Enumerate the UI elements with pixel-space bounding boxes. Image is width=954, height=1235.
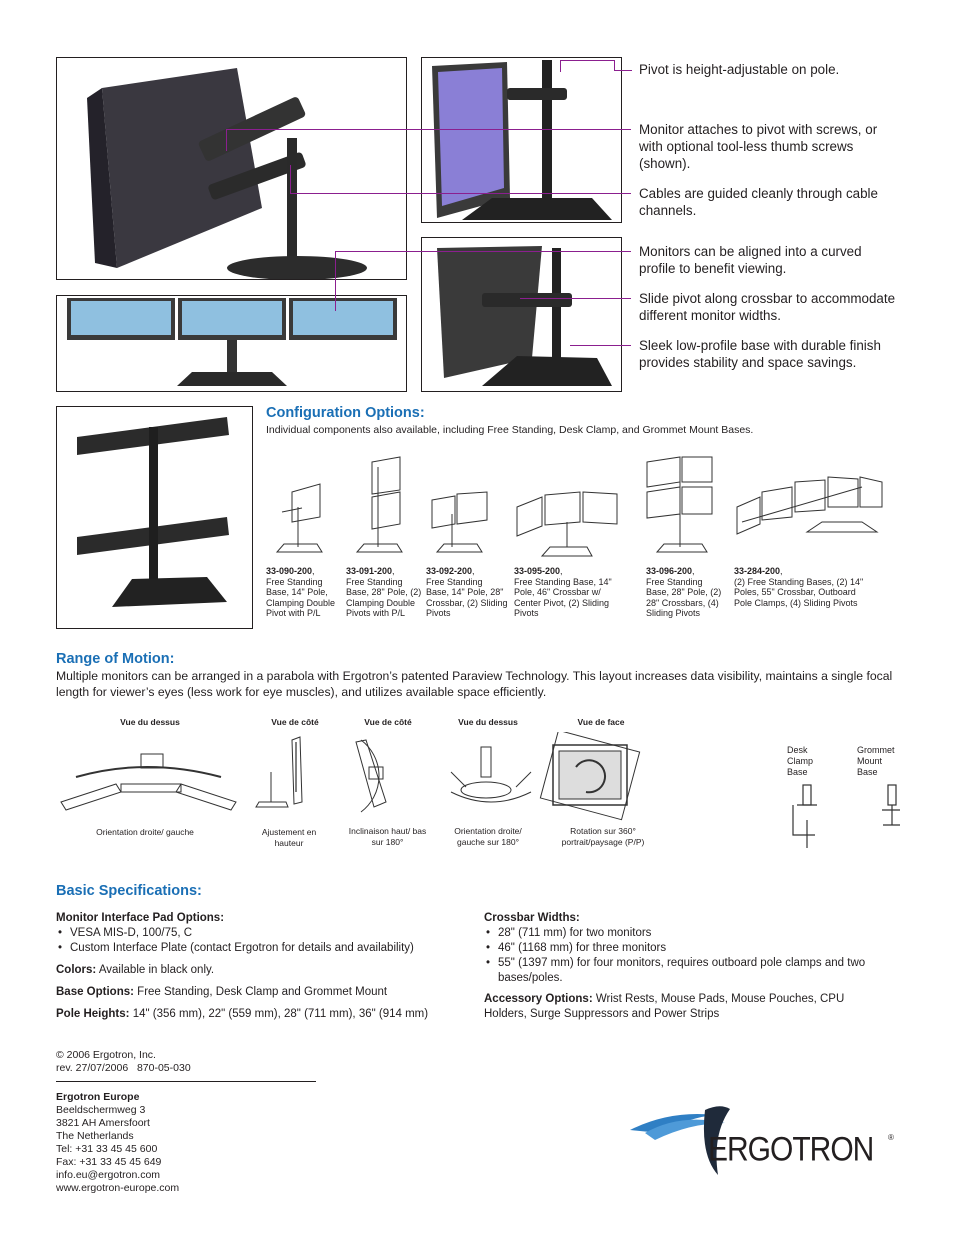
- callout-line: [614, 60, 615, 70]
- callout-pivot: Pivot is height-adjustable on pole.: [639, 62, 840, 77]
- callout-line: [226, 129, 631, 130]
- config-sketches: [262, 452, 902, 562]
- photo-triple-monitors-front: [56, 295, 407, 392]
- config-item: 33-091-200, Free Standing Base, 28" Pole, (2) Clamping Double Pivots with P/L: [346, 566, 422, 618]
- base-sketches: [785, 780, 900, 850]
- specs-title: Basic Specifications:: [56, 883, 202, 899]
- motion-view-caption: Rotation sur 360° portrait/paysage (P/P): [561, 826, 645, 847]
- motion-view-caption: Orientation droite/ gauche: [96, 827, 194, 837]
- spec-colors: Colors: Available in black only.: [56, 964, 215, 976]
- config-item: 33-090-200, Free Standing Base, 14" Pole, Clamping Double Pivot with P/L: [266, 566, 336, 618]
- spec-crossbar-item: • 28" (711 mm) for two monitors: [484, 926, 894, 941]
- config-subtitle: Individual components also available, including Free Standing, Desk Clamp, and Grommet Mount Bases.: [266, 424, 754, 436]
- spec-pole: Pole Heights: 14" (356 mm), 22" (559 mm), 28" (711 mm), 36" (914 mm): [56, 1008, 429, 1020]
- callout-attach: Monitor attaches to pivot with screws, or with optional tool-less thumb screws (shown).: [639, 122, 878, 171]
- config-item: 33-092-200, Free Standing Base, 14" Pole, 28" Crossbar, (2) Sliding Pivots: [426, 566, 508, 618]
- footer-address: Beeldschermweg 3 3821 AH Amersfoort The Netherlands Tel: +31 33 45 45 600 Fax: +31 33 45 45 649 info.eu@ergotron.com www.ergotron-europe.com: [56, 1104, 180, 1194]
- motion-view-caption: Ajustement en hauteur: [261, 827, 317, 848]
- grommet-mount-label: Grommet Mount Base: [857, 745, 895, 777]
- motion-view-title: Vue de côté: [364, 717, 412, 727]
- motion-view-title: Vue du dessus: [458, 717, 518, 727]
- spec-base: Base Options: Free Standing, Desk Clamp and Grommet Mount: [56, 986, 388, 998]
- motion-diagrams: [56, 732, 656, 827]
- motion-body: Multiple monitors can be arranged in a parabola with Ergotron’s patented Paraview Technology. This layout increases data visibility, maintains a single focal length for viewer’s eyes (less work for eye muscles), and utilizes available space efficiently.: [56, 669, 893, 699]
- footer-divider: [56, 1081, 316, 1082]
- config-item: 33-096-200, Free Standing Base, 28" Pole, (2) 28" Crossbars, (4) Sliding Pivots: [646, 566, 722, 618]
- callout-line: [290, 193, 631, 194]
- photo-single-monitor-rear: [421, 237, 622, 392]
- callout-cables: Cables are guided cleanly through cable channels.: [639, 186, 878, 218]
- callout-base: Sleek low-profile base with durable finish provides stability and space savings.: [639, 338, 881, 370]
- spec-crossbar-item: • 46" (1168 mm) for three monitors: [484, 941, 894, 956]
- logo-registered: ®: [888, 1133, 894, 1142]
- config-title: Configuration Options:: [266, 405, 425, 421]
- callout-line: [290, 165, 291, 193]
- photo-quad-stand: [56, 406, 253, 629]
- photo-main-monitor-rear: [56, 57, 407, 280]
- desk-clamp-label: Desk Clamp Base: [787, 745, 814, 777]
- motion-view-caption: Orientation droite/ gauche sur 180°: [454, 826, 522, 847]
- callout-curved: Monitors can be aligned into a curved profile to benefit viewing.: [639, 244, 862, 276]
- config-item: 33-284-200, (2) Free Standing Bases, (2) 14" Poles, 55" Crossbar, Outboard Pole Clamps, (4) Sliding Pivots: [734, 566, 864, 608]
- footer-company: Ergotron Europe: [56, 1091, 140, 1103]
- motion-view-caption: Inclinaison haut/ bas sur 180°: [348, 826, 427, 847]
- footer-rev: rev. 27/07/2006 870-05-030: [56, 1062, 191, 1074]
- logo-wordmark: ERGOTRON: [708, 1130, 874, 1169]
- callout-line: [335, 251, 336, 311]
- spec-crossbar: [484, 911, 894, 986]
- photo-single-monitor-side: [421, 57, 622, 223]
- callout-line: [560, 60, 615, 61]
- motion-view-title: Vue de côté: [271, 717, 319, 727]
- callout-line: [520, 298, 631, 299]
- config-item: 33-095-200, Free Standing Base, 14" Pole, 46" Crossbar w/ Center Pivot, (2) Sliding Pivots: [514, 566, 612, 618]
- callout-line: [614, 70, 632, 71]
- spec-pad-label: Monitor Interface Pad Options:: [56, 912, 225, 924]
- motion-view-title: Vue de face: [577, 717, 625, 727]
- callout-line: [335, 251, 631, 252]
- ergotron-logo: [630, 1095, 900, 1185]
- callout-line: [560, 60, 561, 72]
- footer-copyright: © 2006 Ergotron, Inc.: [56, 1049, 156, 1061]
- spec-accessory: Accessory Options: Wrist Rests, Mouse Pads, Mouse Pouches, CPU Holders, Surge Suppressors and Power Strips: [484, 993, 845, 1020]
- motion-view-title: Vue du dessus: [120, 717, 180, 727]
- spec-pad-item: • VESA MIS-D, 100/75, C: [56, 926, 476, 941]
- spec-crossbar-label: Crossbar Widths:: [484, 912, 580, 924]
- callout-line: [570, 345, 631, 346]
- spec-pad: [56, 911, 476, 956]
- motion-title: Range of Motion:: [56, 651, 175, 667]
- spec-pad-item: • Custom Interface Plate (contact Ergotron for details and availability): [56, 941, 476, 956]
- callout-slide: Slide pivot along crossbar to accommodate different monitor widths.: [639, 291, 896, 323]
- spec-crossbar-item: • 55" (1397 mm) for four monitors, requires outboard pole clamps and two bases/poles.: [484, 956, 894, 986]
- callout-line: [226, 129, 227, 151]
